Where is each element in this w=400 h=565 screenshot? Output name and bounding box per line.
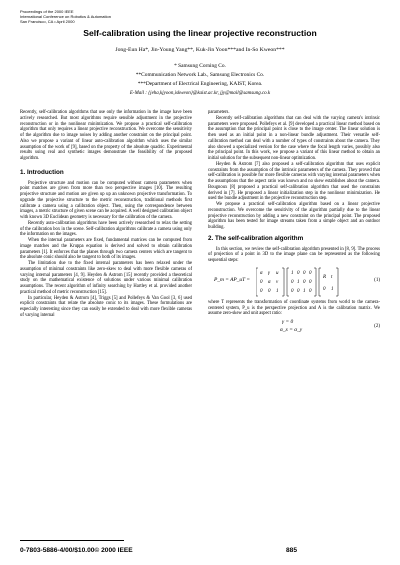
svg-text:v: v [276,279,279,285]
svg-text:1: 1 [297,279,300,285]
svg-text:u: u [276,270,279,276]
intro-paragraph: The limitation due to the fixed internal parameters has been relaxed under the assumption of minimal constraints like zero-skew to deal with more flexible cameras of varying internal parameters [4, 9]. Heyden & Astrom [15] recently provided a theoretical study on the mathematical existence of solutions under various minimal calibration assumptions. The recent algorithm of infinity searching by Hartley et al. provided another practical method of metric reconstruction [15]. [20,261,192,295]
right-paragraph: Recently self-calibration algorithms that can deal with the varying camera's intrinsic parameters were proposed. Pollefeys et al. [9] developed a practical linear method based on the assumption that the principal point is close to the image center. The linear solution is then used as an initial point in a non-linear bundle adjustment. Their versatile self-calibration method can deal with a number of types of constraints about the camera. They also showed a specialized version for the case where the focal length varies, possibly also the principal point. In this work, we propose a variant of this linear method to obtain an initial solution for the subsequent non-linear optimization. [208,115,380,161]
abstract-text: Recently, self-calibration algorithms that use only the information in the image have been actively researched. But most algorithms require sensible adjustment in the projective reconstruction or in the nonlinear minimization. We propose a practical self-calibration algorithm that only requires a linear projective reconstruction. We overcome the sensitivity of the algorithm due to image noises by adding another constraint on the principal point. Also we propose a variant of linear auto-calibration algorithm which uses the similar assumption of the work of [9], based on the property of the absolute quadric. Experimental results using real and synthetic images demonstrate the feasibility of the proposed algorithm. [20,110,192,161]
section-1-heading: 1. Introduction [20,168,64,176]
equation-1-number: (1) [374,277,380,283]
svg-text:α: α [268,279,271,285]
proceedings-line-2: International Conference on Robotics & Automation [20,14,111,20]
footer-rule [20,540,124,541]
svg-text:1: 1 [303,288,306,294]
svg-text:0: 0 [291,279,294,285]
svg-text:0: 0 [309,270,312,276]
affiliation-2: **Communication Network Lab., Samsung Electronics Co. [135,72,265,78]
page-number: 885 [286,547,298,554]
equation-1-matrices [256,267,366,297]
svg-text:1: 1 [276,288,279,294]
left-column [20,110,192,319]
proceedings-line-1: Proceedings of the 2000 IEEE [20,9,74,14]
equation-2 [208,320,380,338]
svg-text:0: 0 [260,288,263,294]
footer-isbn: 0-7803-5886-4/00/$10.00© 2000 IEEE [20,547,133,554]
right-column [208,110,380,338]
equation-2-number: (2) [374,324,380,329]
svg-text:0: 0 [323,286,326,292]
svg-text:t: t [331,274,333,280]
email-line: E-Mail : {jeha,kjyoon,iskweon}@kaist.ac.kr, jjy@mail@samsung.co.k [129,91,271,96]
svg-text:0: 0 [303,270,306,276]
right-paragraph: Heyden & Astrom [7] also proposed a self-calibration algorithm that uses explicit constraints from the assumption of the intrinsic parameters of the camera. They proved that self-calibration is possible for more flexible cameras with varying internal parameters when the assumptions that the aspect ratio was known and no skew establishes about the camera. Bougnoux [8] proposed a practical self-calibration algorithm that used the constraints derived in [7]. He proposed a linear initialization step in the nonlinear minimization. He used the bundle adjustment in the projective reconstruction step. [208,161,380,202]
svg-text:γ: γ [268,270,270,276]
paper-title: Self-calibration using the linear projective reconstruction [83,28,317,38]
intro-paragraph: When the internal parameters are fixed, fundamental matrices can be computed from image matches and the Kruppa equation is derived and solved to obtain calibration parameters [1]. It enforces that the planes through two camera centers which are tangent to the absolute conic should also be tangent to both of its images. [20,238,192,261]
after-equation-paragraph: where T represents the transformation of coordinate systems from world to the camera-centered system, P_u is the perspective projection and A is the calibration matrix. We assume zero-skew and unit aspect ratio: [208,299,380,317]
right-paragraph: parameters. [208,110,230,115]
svg-text:α: α [260,270,263,276]
proceedings-line-3: San Francisco, CA • April 2000 [20,19,75,25]
svg-text:0: 0 [309,288,312,294]
svg-text:0: 0 [268,288,271,294]
affiliation-1: * Samsung Corning Co. [174,63,226,69]
svg-text:1: 1 [291,270,294,276]
equation-1 [208,267,380,297]
svg-text:0: 0 [291,288,294,294]
right-paragraph: We propose a practical self-calibration algorithm based on a linear projective reconstruction. We overcome the sensitivity of the algorithm partially due to the linear projective reconstruction by adding a new constraint on the principal point. The proposed algorithm has been tested for image streams taken from a simple object and an outdoor building. [208,202,380,230]
svg-text:0: 0 [309,279,312,285]
equation-2-line-1: γ = 0 [282,319,294,325]
equation-2-line-2: α_x = α_y [280,327,303,333]
equation-1-lhs: P_m = AP_uT = [214,276,250,283]
intro-paragraph: Recently auto-calibration algorithms have been actively researched to relax the setting of the calibration box in the scene. Self-calibration algorithms calibrate a camera using only the information on the images. [20,220,192,238]
affiliation-3: ***Department of Electrical Engineering, KAIST, Korea. [137,81,263,87]
section-2-paragraph: In this section, we review the self-calibration algorithm presented in [8, 9]. The process of projection of a point in 3D to the image plane can be represented as the following sequential steps: [208,246,380,263]
svg-text:0: 0 [303,279,306,285]
intro-paragraph: In particular, Heyden & Astrom [4], Triggs [5] and Pollefeys & Van Gool [3, 6] used explicit constraints that relate the absolute conic to its images. These formulations are especially interesting since they can easily be extended to deal with more flexible cameras of varying internal [20,295,192,318]
svg-text:0: 0 [297,270,300,276]
svg-text:1: 1 [331,286,334,292]
authors-line: Jong-Eun Ha*, Jin-Young Yang**, Kuk-Jin Yoon***and In-So Kweon*** [115,47,285,53]
svg-text:R: R [323,274,327,280]
section-2-heading: 2. The self-calibration algorithm [208,234,304,242]
proceedings-header [20,9,111,25]
svg-text:0: 0 [260,279,263,285]
svg-text:0: 0 [297,288,300,294]
intro-paragraph: Projective structure and motion can be computed without camera parameters when point matches are given from more than two perspective images [10]. The resulting projective structure and motion are given up up an unknown projective transformation. To upgrade the projective structure to the metric reconstruction, traditional methods first calibrate a camera using a calibration object. Then, using the correspondence between images, a metric structure of given scene can be acquired. A well designed calibration object with known 3D Euclidean geometry is necessary for the calibration of the camera. [20,180,192,220]
